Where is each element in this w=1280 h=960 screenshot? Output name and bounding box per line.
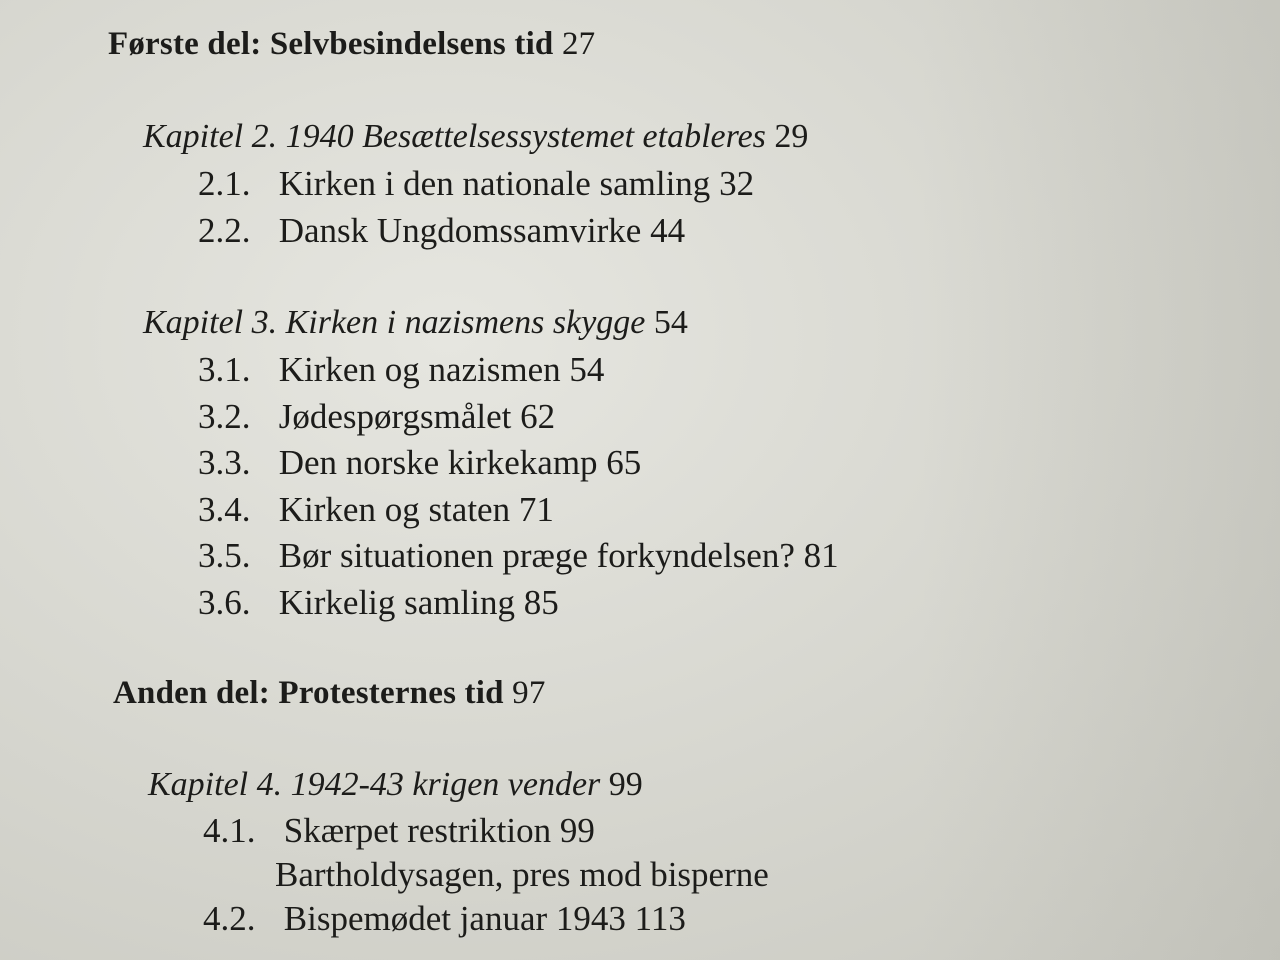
section-title: Kirkelig samling	[278, 583, 515, 622]
page-number: 113	[634, 899, 686, 938]
chapter-heading	[143, 120, 808, 154]
page-number: 99	[559, 811, 595, 850]
section-number: 3.5.	[198, 536, 251, 575]
toc-entry	[198, 213, 685, 248]
toc-entry	[198, 399, 555, 434]
page-number: 32	[719, 164, 755, 203]
page-number: 81	[803, 536, 839, 575]
toc-entry	[198, 166, 754, 201]
toc-entry	[198, 585, 559, 620]
section-number: 3.4.	[198, 490, 251, 529]
section-number: 3.3.	[198, 443, 251, 482]
page-number: 65	[606, 443, 642, 482]
section-title: Kirken og nazismen	[278, 350, 561, 389]
part-title: Første del: Selvbesindelsens tid	[108, 26, 554, 62]
chapter-title: Kapitel 3. Kirken i nazismens skygge	[143, 304, 646, 341]
page-number: 44	[650, 211, 686, 250]
chapter-title: Kapitel 4. 1942-43 krigen vender	[148, 766, 601, 803]
page-number: 27	[561, 26, 596, 62]
page-number: 71	[518, 490, 554, 529]
page-number: 99	[608, 766, 643, 803]
toc-entry	[198, 352, 604, 387]
section-number: 4.1.	[203, 811, 256, 850]
section-number: 2.2.	[198, 211, 251, 250]
page-number: 97	[512, 675, 546, 711]
chapter-title: Kapitel 2. 1940 Besættelsessystemet etableres	[143, 118, 766, 155]
page-number: 29	[774, 118, 809, 155]
page-number: 85	[523, 583, 559, 622]
section-title: Kirken og staten	[278, 490, 511, 529]
section-title: Dansk Ungdomssamvirke	[278, 211, 642, 250]
chapter-heading	[143, 306, 688, 340]
section-title: Skærpet restriktion	[283, 811, 552, 850]
section-subtitle: Bartholdysagen, pres mod bisperne	[275, 855, 769, 894]
section-title: Bør situationen præge forkyndelsen?	[278, 536, 795, 575]
section-title: Den norske kirkekamp	[278, 443, 598, 482]
section-number: 3.1.	[198, 350, 251, 389]
section-number: 3.6.	[198, 583, 251, 622]
section-title: Bispemødet januar 1943	[283, 899, 626, 938]
toc-entry	[198, 445, 641, 480]
toc-entry	[203, 813, 595, 848]
toc-entry	[203, 901, 686, 936]
part-heading	[108, 28, 595, 61]
page-number: 54	[569, 350, 605, 389]
chapter-heading	[148, 768, 643, 802]
page-number: 54	[653, 304, 688, 341]
part-heading	[113, 677, 546, 710]
toc-entry	[198, 538, 839, 573]
part-title: Anden del: Protesternes tid	[113, 675, 504, 711]
section-number: 3.2.	[198, 397, 251, 436]
section-number: 4.2.	[203, 899, 256, 938]
section-number: 2.1.	[198, 164, 251, 203]
section-title: Kirken i den nationale samling	[278, 164, 711, 203]
page-number: 62	[520, 397, 556, 436]
toc-entry	[198, 492, 554, 527]
section-title: Jødespørgsmålet	[278, 397, 512, 436]
